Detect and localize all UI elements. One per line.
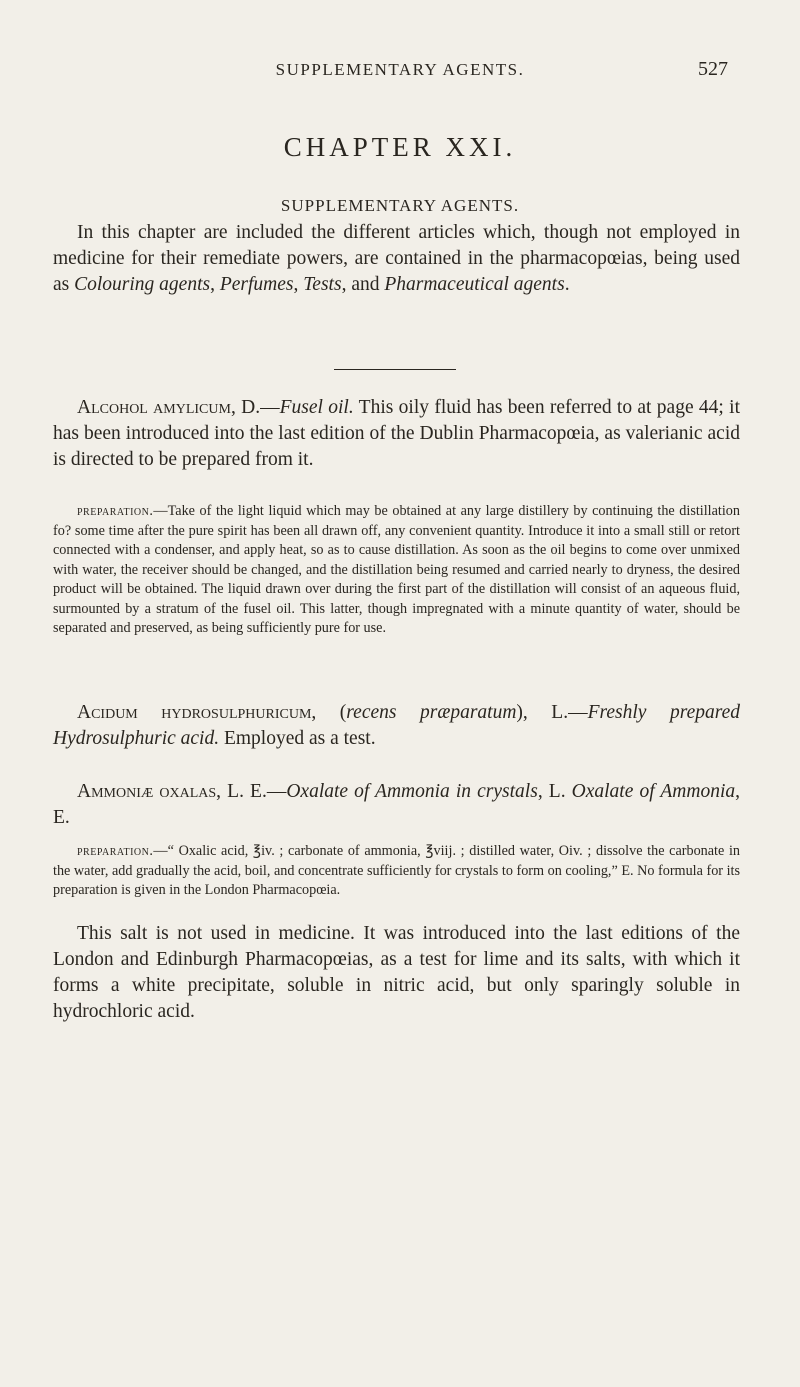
entry-abbr: , E. (53, 781, 740, 828)
ammoniae-preparation (53, 842, 740, 901)
intro-paragraph (53, 220, 740, 298)
alcohol-preparation (53, 502, 740, 639)
intro-term-colouring: Colouring agents (74, 274, 211, 295)
intro-sep: , and (341, 274, 385, 295)
entry-abbr: D.— (235, 397, 280, 418)
entry-english-name: Oxalate of Ammonia in crystals (286, 781, 538, 802)
section-divider (334, 369, 456, 370)
preparation-text: —Take of the light liquid which may be obtained at any large distillery by continuing the distillation fo? some time after the pure spirit has been all drawn off, any convenient quantity. Introduce it into a small still or retort connected with a condenser, and apply heat, so as to cause distillation. As soon as the oil begins to come over unmixed with water, the receiver should be changed, and the distillation being resumed and carried nearly to dryness, the desired product will be obtained. The liquid drawn over during the first part of the distillation will consist of an aqueous fluid, surmounted by a stratum of the fusel oil. This latter, though impregnated with a minute quantity of water, should be separated and preserved, as being sufficiently pure for use. (53, 503, 740, 636)
preparation-label: preparation. (77, 843, 154, 859)
entry-abbr: L. E.— (221, 781, 287, 802)
preparation-label: preparation. (77, 503, 154, 519)
chapter-subtitle: SUPPLEMENTARY AGENTS. (280, 196, 520, 215)
running-title: SUPPLEMENTARY AGENTS. (275, 60, 525, 79)
alcohol-entry (53, 395, 740, 473)
entry-heading: Ammoniæ oxalas, (77, 781, 222, 802)
acidum-entry: Acidum hydrosulphuricum, (recens præparatum), L.—Freshly prepared Hydrosulphuric acid. Employed as a test. (53, 702, 741, 749)
entry-heading: Alcohol amylicum, (77, 397, 236, 418)
entry-text: This oily fluid has been referred to at page 44; it has been introduced into the last edition of the Dublin Pharmacopœia, as valerianic acid is directed to be prepared from it. (53, 397, 740, 470)
intro-term-tests: Tests (303, 274, 342, 295)
intro-end: . (564, 274, 570, 295)
intro-term-perfumes: Perfumes (219, 274, 294, 295)
preparation-text: —“ Oxalic acid, ℥iv. ; carbonate of ammonia, ℥viij. ; distilled water, Oiv. ; dissolve the carbonate in the water, add gradually the acid, boil, and concentrate sufficiently for crystals to form on cooling,” E. No formula for its preparation is given in the London Pharmacopœia. (53, 843, 740, 898)
entry-english-name: Freshly prepared Hydrosulphuric acid. (53, 702, 741, 749)
entry-english-name-alt: Oxalate of Ammonia (571, 781, 736, 802)
entry-text: Employed as a test. (219, 728, 376, 749)
entry-heading: Acidum hydrosulphuricum, (77, 702, 317, 723)
chapter-title: CHAPTER XXI. (283, 132, 517, 162)
intro-term-pharmaceutical: Pharmaceutical agents (384, 274, 565, 295)
entry-abbr: , L.— (522, 702, 588, 723)
intro-sep: , (293, 274, 304, 295)
ammoniae-description: This salt is not used in medicine. It was introduced into the last editions of the London and Edinburgh Pharmacopœias, as a test for lime and its salts, with which it forms a white precipitate, soluble in nitric acid, but only sparingly soluble in hydrochloric acid. (53, 923, 740, 1022)
page-header (0, 58, 800, 84)
page-number: 527 (698, 58, 728, 80)
entry-english-name: Fusel oil. (279, 397, 354, 418)
intro-sep: , (210, 274, 220, 295)
ammoniae-entry (53, 779, 740, 831)
entry-abbr: , L. (537, 781, 572, 802)
entry-latin-qualifier: recens præparatum (346, 702, 517, 723)
intro-text: In this chapter are included the different articles which, though not employed in medicine for their remediate powers, are contained in the pharmacopœias, being used as (53, 222, 740, 295)
